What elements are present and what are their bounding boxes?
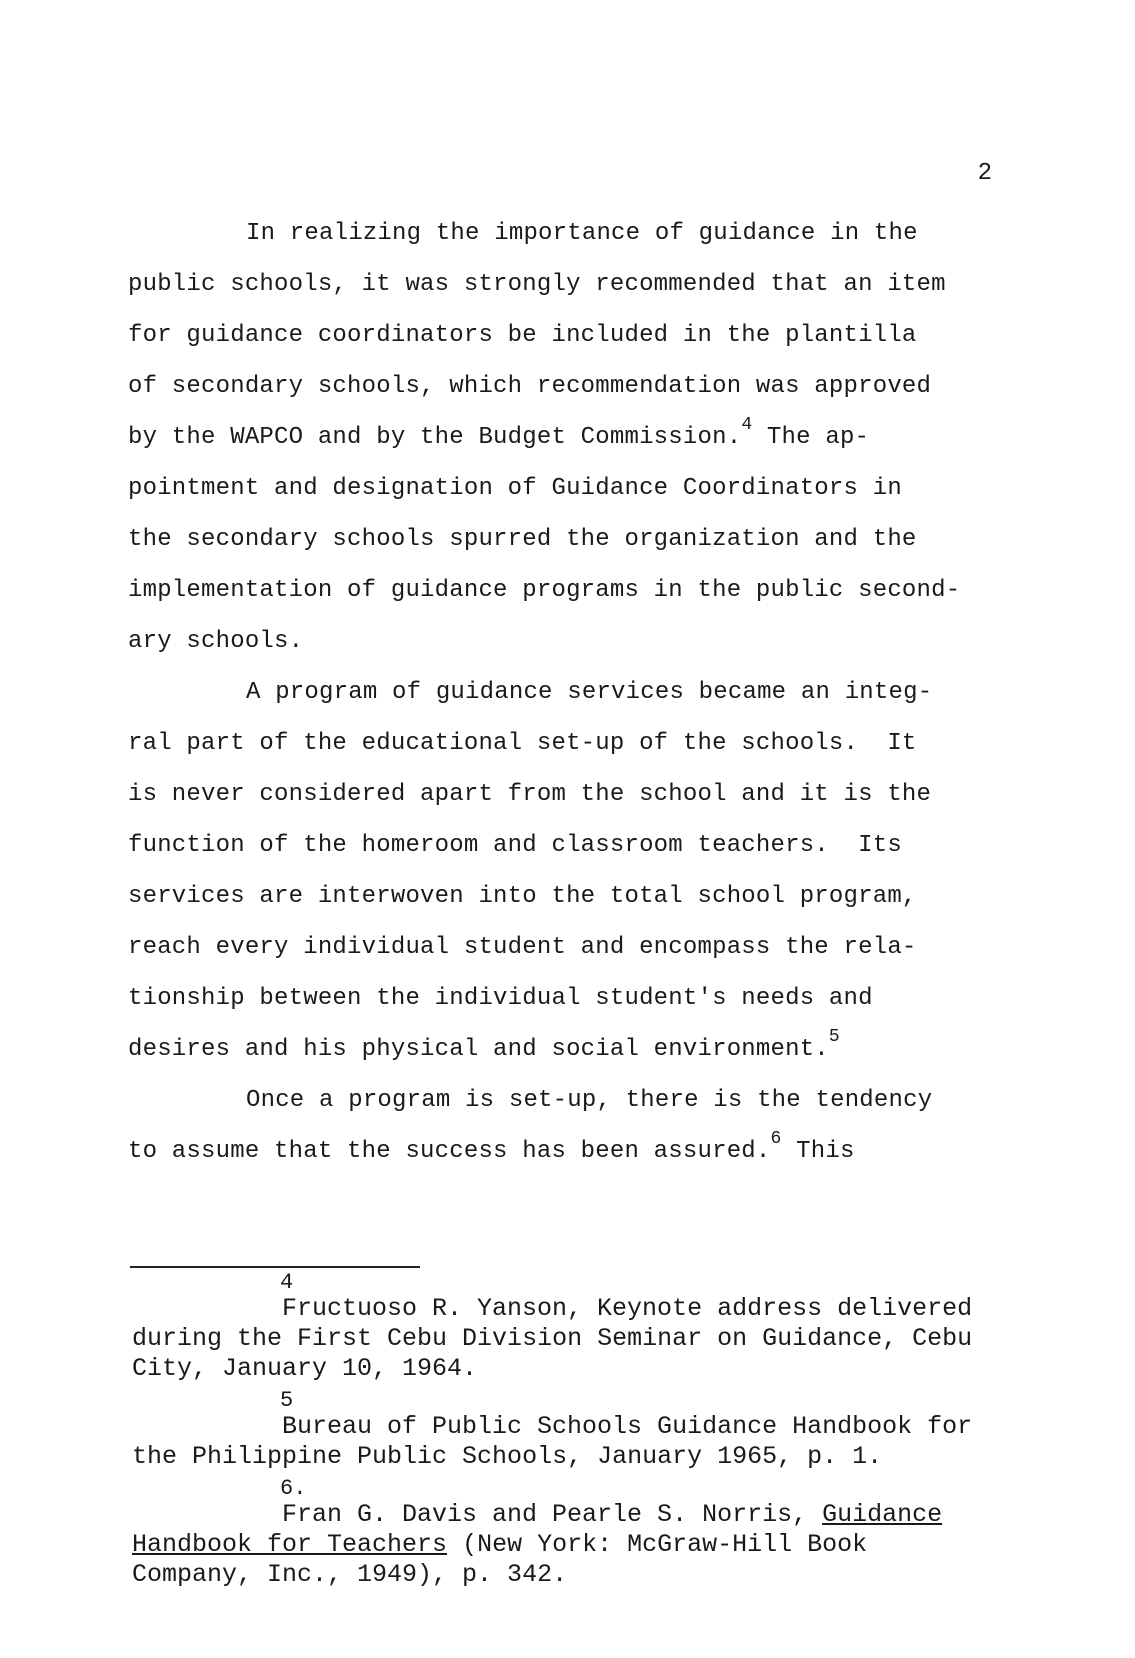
- footnote-line: Bureau of Public Schools Guidance Handbook for: [282, 1412, 973, 1441]
- footnote-number: 6.: [280, 1476, 307, 1501]
- text-segment: by the WAPCO and by the Budget Commission.: [128, 424, 742, 451]
- footnote-ref: 6: [770, 1129, 782, 1149]
- footnote-number: 5: [280, 1388, 294, 1413]
- text-segment: This: [781, 1138, 855, 1165]
- text-line: implementation of guidance programs in the public second-: [128, 577, 961, 604]
- text-segment: desires and his physical and social environment.: [128, 1036, 829, 1063]
- book-title: Guidance: [822, 1500, 943, 1529]
- text-line: [128, 1126, 1028, 1177]
- text-line: tionship between the individual student's needs and: [128, 985, 873, 1012]
- footnote-number: 4: [280, 1270, 294, 1295]
- footnote-line: the Philippine Public Schools, January 1965, p. 1.: [132, 1442, 883, 1471]
- footnote-line: Company, Inc., 1949), p. 342.: [132, 1560, 568, 1589]
- text-line: of secondary schools, which recommendation was approved: [128, 373, 932, 400]
- text-line: services are interwoven into the total school program,: [128, 883, 917, 910]
- footnote-line: City, January 10, 1964.: [132, 1354, 478, 1383]
- footnote-ref: 5: [828, 1027, 840, 1047]
- text-line: is never considered apart from the school and it is the: [128, 781, 932, 808]
- text-segment: Fran G. Davis and Pearle S. Norris,: [282, 1500, 823, 1529]
- footnote: [132, 1478, 1032, 1590]
- text-line: the secondary schools spurred the organization and the: [128, 526, 917, 553]
- text-line: ary schools.: [128, 628, 304, 655]
- body-text: [128, 208, 1028, 1177]
- footnotes: [132, 1272, 1032, 1596]
- text-line: reach every individual student and encompass the rela-: [128, 934, 917, 961]
- footnote-divider: [130, 1266, 420, 1268]
- text-line: for guidance coordinators be included in the plantilla: [128, 322, 917, 349]
- footnote-line: [132, 1500, 1032, 1530]
- text-line: function of the homeroom and classroom teachers. Its: [128, 832, 902, 859]
- text-line: ral part of the educational set-up of the schools. It: [128, 730, 917, 757]
- text-line: Once a program is set-up, there is the tendency: [246, 1087, 933, 1114]
- text-line: [128, 1024, 1028, 1075]
- text-line: pointment and designation of Guidance Coordinators in: [128, 475, 902, 502]
- footnote-line: [132, 1530, 1032, 1560]
- text-line: In realizing the importance of guidance in the: [246, 220, 918, 247]
- footnote: [132, 1390, 1032, 1472]
- text-line: [128, 412, 1028, 463]
- text-line: A program of guidance services became an integ-: [246, 679, 933, 706]
- footnote: [132, 1272, 1032, 1384]
- text-segment: (New York: McGraw-Hill Book: [447, 1530, 868, 1559]
- footnote-ref: 4: [741, 415, 753, 435]
- text-segment: to assume that the success has been assured.: [128, 1138, 771, 1165]
- page-number: 2: [977, 160, 992, 187]
- footnote-line: during the First Cebu Division Seminar on Guidance, Cebu: [132, 1324, 973, 1353]
- footnote-line: Fructuoso R. Yanson, Keynote address delivered: [282, 1294, 973, 1323]
- text-line: public schools, it was strongly recommended that an item: [128, 271, 946, 298]
- book-title: Handbook for Teachers: [132, 1530, 448, 1559]
- text-segment: The ap-: [752, 424, 870, 451]
